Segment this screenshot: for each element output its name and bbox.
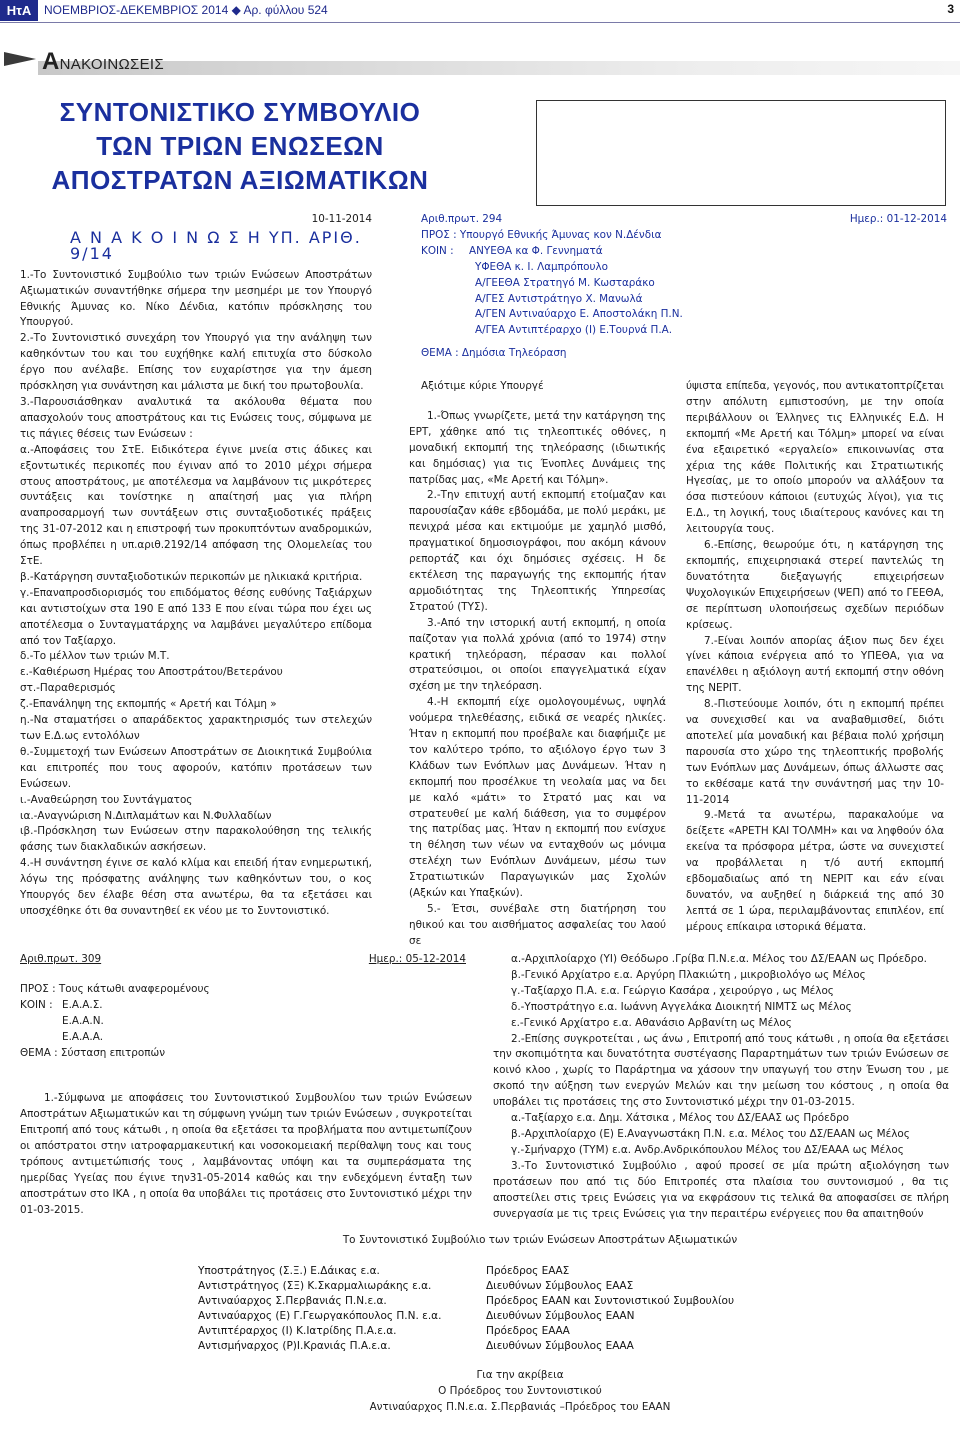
section-banner: [0, 44, 960, 77]
footer-line: Για την ακρίβεια: [476, 1369, 564, 1381]
committee-member: γ.-Ταξίαρχο Π.Α. ε.α. Γεώργιο Κασάρα , χειρούργο , ως Μέλος: [511, 984, 834, 997]
signature-row: Αντισμήναρχος (Ρ)Ι.Κρανιάς Π.Α.ε.α. Διευθύνων Σύμβουλος ΕΑΑΑ: [198, 1340, 634, 1352]
letter-ref: Αριθ.πρωτ. 309: [20, 953, 102, 965]
headline-line-1: ΣΥΝΤΟΝΙΣΤΙΚΟ ΣΥΜΒΟΥΛΙΟ: [59, 97, 421, 127]
paragraph: ι.-Αναθεώρηση του Συντάγματος: [20, 793, 193, 806]
committee-member: β.-Γενικό Αρχίατρο ε.α. Αργύρη Πλακιώτη , μικροβιολόγο ως Μέλος: [511, 968, 866, 981]
paragraph: 4.-Η εκπομπή είχε ομολογουμένως, υψηλά νούμερα τηλεθέασης, ειδικά σε νεαρές ηλικίες. Ήταν η εκπομπή που προέβαλε και διαφήμιζε με τον καλύτερο τρόπο, το αξιόλογο έργο των 3 Κλάδων των Ενόπλων μας Δυνάμεων. Ήταν η εκπομπή που προσέλκυε τη νεολαία μας να δει με καλό «μάτι» το Στρατό μας και να στρατευθεί με καλή διάθεση, για το συμφέρον της πατρίδας μας. Ήταν η εκπομπή που ενίσχυε τη θέληση των νέων να ενταχθούν ως μόνιμα στελέχη των Ενόπλων Δυνάμεων, μέσω των Στρατιωτικών Παραγωγικών μας Σχολών (Αξκών και Υπαξκών).: [409, 696, 666, 900]
paragraph: 1.-Σύμφωνα με αποφάσεις του Συντονιστικού Συμβουλίου των τριών Ενώσεων Αποστράτων Αξιωματικών και τη σύμφωνη γνώμη των τριών Ενώσεων , συγκροτείται Επιτροπή από τους κάτωθι , η οποία θα εξετάσει τα προβλήματα που αντιμετωπίζουν οι απόστρατοι στην ιατροφαρμακευτική και νοσοκομειακή περίθαλψη τους και τους τρόπους αντιμετώπισής τους , λαμβάνοντας υπόψη και τα συμπεράσματα της ημερίδας Υγείας που έγινε την31-05-2014 καθώς και την ενδεχόμενη ένταξη των αποστράτων στο ΙΚΑ , η οποία θα υποβάλει τις προτάσεις στο Συντονιστικό μέχρι την 01-03-2015.: [20, 1092, 472, 1216]
footer-signature: [0, 1368, 960, 1416]
signature-row: Αντιναύαρχος Σ.Περβανιάς Π.Ν.ε.α. Πρόεδρος ΕΑΑΝ και Συντονιστικού Συμβουλίου: [198, 1295, 735, 1307]
paragraph: στ.-Παραθερισμός: [20, 682, 116, 695]
announcement-9-14: [20, 212, 372, 920]
paragraph: 2.-Την επιτυχή αυτή εκπομπή ετοίμαζαν και παρουσίαζαν κάθε εβδομάδα, με πολύ μεράκι, με πενιχρά μέσα και εκτιμούμε με χαμηλό μισθό, πραγματικοί δημοσιογράφοι, που ακόμη κάνουν ρεπορτάζ και όχι δημόσιες σχέσεις. Η δε εκτέλεση της παραγωγής της εκπομπής ήταν αρμοδιότητας της Τηλεοπτικής Υπηρεσίας Στρατού (ΤΥΣ).: [409, 489, 666, 613]
newspaper-logo: ΗτΑ: [0, 0, 38, 21]
cc-label: ΚΟΙΝ :: [20, 998, 53, 1011]
committee-member: α.-Αρχιπλοίαρχο (ΥΙ) Θεόδωρο .Γρίβα Π.Ν.ε.α. Μέλος του ΔΣ/ΕΑΑΝ ως Πρόεδρο.: [511, 953, 927, 965]
issue-info: ΝΟΕΜΒΡΙΟΣ-ΔΕΚΕΜΒΡΙΟΣ 2014 ◆ Αρ. φύλλου 524: [44, 3, 328, 17]
letter-294-column-1: [409, 379, 666, 950]
footer-line: Ο Πρόεδρος του Συντονιστικού: [438, 1384, 602, 1397]
announcement-number: Α Ν Α Κ Ο Ι Ν Ω Σ Η ΥΠ. ΑΡΙΘ. 9/14: [70, 227, 362, 263]
cc-recipient: Ε.Α.Α.Α.: [62, 1030, 104, 1043]
paragraph: 1.-Το Συντονιστικό Συμβούλιο των τριών Ενώσεων Αποστράτων Αξιωματικών συναντήθηκε σήμερα την μεσημέρι με τον Υπουργό Εθνικής Άμυνας κο. Νίκο Δένδια, κατόπιν πρόσκλησης του Υπουργού.: [20, 268, 372, 329]
paragraph: 9.-Μετά τα ανωτέρω, παρακαλούμε να δείξετε «ΑΡΕΤΗ ΚΑΙ ΤΟΛΜΗ» και να ληφθούν όλα εκείνα τα πρόσφορα μέτρα, ώστε να συνεχιστεί να προβάλλεται η τ/ό αυτή εκπομπή εβδομαδιαίως από τη ΝΕΡΙΤ και εάν είναι δυνατόν, να αυξηθεί η διάρκειά της από 30 λεπτά σε 1 ώρα, περιλαμβάνοντας επιπλέον, επί μέρους επίκαιρα ιστορικά θέματα.: [686, 809, 944, 933]
section-bar: [38, 61, 960, 75]
paragraph: 7.-Είναι λοιπόν απορίας άξιον πως δεν έχει γίνει κάποια ενέργεια από το ΥΠΕΘΑ, για να επανέλθει η αξιόλογη αυτή εκπομπή στην οθόνη της ΝΕΡΙΤ.: [686, 634, 944, 695]
signature-row: Αντιστράτηγος (ΣΞ) Κ.Σκαρμαλιωράκης ε.α. Διευθύνων Σύμβουλος ΕΑΑΣ: [198, 1280, 634, 1292]
paragraph: 8.-Πιστεύουμε λοιπόν, ότι η εκπομπή πρέπει να συνεχισθεί και να αναβαθμισθεί, διότι αποτελεί μία μοναδική και βέβαια πολύ χρήσιμη παρουσία στο χώρο της τηλεοπτικής προβολής των Ενόπλων μας Δυνάμεων, όπως άλλωστε σας το εκθέσαμε κατά την συνάντησή μας την 10-11-2014: [686, 698, 944, 806]
salutation: Αξιότιμε κύριε Υπουργέ: [421, 380, 544, 392]
letter-to: ΠΡΟΣ : Υπουργό Εθνικής Άμυνας κον Ν.Δένδια: [421, 228, 662, 241]
headline-line-3: ΑΠΟΣΤΡΑΤΩΝ ΑΞΙΩΜΑΤΙΚΩΝ: [51, 165, 429, 195]
letter-subject: ΘΕΜΑ : Σύσταση επιτροπών: [20, 1046, 166, 1059]
letter-ref: Αριθ.πρωτ. 294: [421, 213, 503, 225]
page-number: 3: [947, 2, 954, 16]
paragraph: γ.-Επαναπροσδιορισμός του επιδόματος θέσης ευθύνης Ταξιάρχων και αντιστοίχων στα 190 Ε από 133 Ε που είναι τώρα που έχει ως αποτέλεσμα ο Συνταγματάρχης να λαμβάνει μεγαλύτερο επίδομα από τον Ταξίαρχο.: [20, 586, 372, 647]
paragraph: 6.-Επίσης, θεωρούμε ότι, η κατάργηση της εκπομπής, επιχειρησιακά στερεί παντελώς τη δυνατότητα διεξαγωγής επιχειρήσεων Ψυχολογικών Επιχειρήσεων (ΨΕΠ) από το ΓΕΕΘΑ, σε περίπτωση υλοποιήσεως σχεδίων περιόδων κρίσεως.: [686, 539, 944, 631]
letter-309: [20, 952, 472, 1219]
cc-recipient: Ε.Α.Α.Ν.: [62, 1014, 104, 1027]
letter-date: Ημερ.: 05-12-2014: [368, 953, 466, 965]
headline: [20, 95, 460, 197]
paragraph: 3.-Από την ιστορική αυτή εκπομπή, η οποία παίζοταν για πολλά χρόνια (από το 1974) στην κρατική τηλεόραση, πέρασαν και πολλοί στρατεύσιμοι, οι οποίοι επαγγελματικά είχαν σχέση με την τηλεόραση.: [409, 616, 666, 693]
footer-line: Αντιναύαρχος Π.Ν.ε.α. Σ.Περβανιάς –Πρόεδρος του ΕΑΑΝ: [369, 1400, 671, 1413]
paragraph: 3.-Το Συντονιστικό Συμβούλιο , αφού προσεί σε μία πρώτη αξιολόγηση των προτάσεων που από τις δύο Επιτροπές στα πλαίσια του συντονισμού , θα τις αποστείλει στις τρεις Ενώσεις για να εκφράσουν τις τελικά θα αποφασίσει σε πλήρη συνεργασία με τις τρεις Ενώσεις για την περαιτέρω ενέργειες που θα απαιτηθούν: [493, 1159, 949, 1220]
paragraph: 5.- Έτσι, συνέβαλε στη διατήρηση του ηθικού και του αισθήματος ασφαλείας του λαού σε: [409, 903, 666, 947]
paragraph: δ.-Το μέλλον των τριών Μ.Τ.: [20, 650, 170, 663]
signature-table: [198, 1264, 798, 1354]
committee-member: γ.-Σμήναρχο (ΤΥΜ) ε.α. Ανδρ.Ανδρικόπουλου Μέλος του ΔΣ/ΕΑΑΑ ως Μέλος: [511, 1143, 904, 1156]
headline-line-2: ΤΩΝ ΤΡΙΩΝ ΕΝΩΣΕΩΝ: [96, 131, 384, 161]
letter-subject: ΘΕΜΑ : Δημόσια Τηλεόραση: [421, 347, 567, 360]
cc-recipient: Α/ΓΕΕΘΑ Στρατηγό Μ. Κωσταράκο: [475, 276, 655, 289]
committee-member: ε.-Γενικό Αρχίατρο ε.α. Αθανάσιο Αρβανίτη ως Μέλος: [511, 1016, 792, 1029]
announcement-date: 10-11-2014: [311, 213, 372, 225]
cc-recipient: ΑΝΥΕΘΑ κα Φ. Γεννηματά: [469, 244, 603, 257]
cc-recipient: Α/ΓΕΣ Αντιστράτηγο Χ. Μανωλά: [475, 292, 643, 305]
cc-recipient: ΥΦΕΘΑ κ. Ι. Λαμπρόπουλο: [475, 260, 608, 273]
empty-frame: [536, 100, 946, 206]
paragraph: ζ.-Επανάληψη της εκπομπής « Αρετή και Τόλμη »: [20, 698, 277, 711]
paragraph: β.-Κατάργηση συνταξιοδοτικών περικοπών με ηλικιακά κριτήρια.: [20, 570, 363, 583]
paragraph: η.-Να σταματήσει ο απαράδεκτος χαρακτηρισμός των στελεχών των Ε.Δ.ως εντολόλων: [20, 714, 372, 742]
signature-row: Αντιπτέραρχος (Ι) Κ.Ιατρίδης Π.Α.ε.α. Πρόεδρος ΕΑΑΑ: [198, 1325, 570, 1337]
section-title: ΑΝΑΚΟΙΝΩΣΕΙΣ: [42, 48, 164, 75]
cc-recipient: Α/ΓΕΝ Αντιναύαρχο Ε. Αποστολάκη Π.Ν.: [475, 308, 683, 321]
signature-row: Υποστράτηγος (Σ.Ξ.) Ε.Δάικας ε.α. Πρόεδρος ΕΑΑΣ: [198, 1265, 570, 1277]
closing-line: Το Συντονιστικό Συμβούλιο των τριών Ενώσεων Αποστράτων Αξιωματικών: [342, 1234, 738, 1246]
cc-recipient: Α/ΓΕΑ Αντιπτέραρχο (Ι) Ε.Τουρνά Π.Α.: [475, 324, 673, 337]
committee-member: β.-Αρχιπλοίαρχο (Ε) Ε.Αναγνωστάκη Π.Ν. ε.α. Μέλος του ΔΣ/ΕΑΑΝ ως Μέλος: [511, 1127, 910, 1140]
signature-row: Αντιναύαρχος (Ε) Γ.Γεωργακόπουλος Π.Ν. ε.α. Διευθύνων Σύμβουλος ΕΑΑΝ: [198, 1310, 635, 1322]
paragraph: θ.-Συμμετοχή των Ενώσεων Αποστράτων σε Διοικητικά Συμβούλια και επιτροπές που τους αφορούν, κατόπιν προτάσεων των Ενώσεων.: [20, 745, 372, 790]
paragraph: α.-Αποφάσεις του ΣτΕ. Ειδικότερα έγινε μνεία στις άδικες και εξοντωτικές περικοπές που έγιναν από το 2010 μέχρι σήμερα στους αποστράτους, με αποτέλεσμα να λαμβάνουν τις μικρότερες συντάξεις και τονίστηκε η απαίτησή μας για πλήρη αναπροσαρμογή των συντάξεων στις συνταξιοδοτικές πράξεις της 31-07-2012 και η επιστροφή των προκυπτόντων αναδρομικών, όπως προβλέπει η υπ.αριθ.2192/14 απόφαση της Ολομελείας του ΣτΕ.: [20, 443, 372, 568]
committee-member: δ.-Υποστράτηγο ε.α. Ιωάννη Αγγελάκα Διοικητή ΝΙΜΤΣ ως Μέλος: [511, 1000, 852, 1013]
paragraph: ια.-Αναγνώριση Ν.Διπλαμάτων και Ν.Φυλλαδίων: [20, 809, 272, 822]
cc-label: ΚΟΙΝ :: [421, 244, 454, 257]
letter-date: Ημερ.: 01-12-2014: [849, 213, 947, 225]
paragraph: 4.-Η συνάντηση έγινε σε καλό κλίμα και επειδή ήταν ενημερωτική, λόγω της πρόσφατης ανάληψης των καθηκόντων του, ο κος Υπουργός δεν έλαβε θέση στα ανωτέρω, θα τα εξετάσει και υποσχέθηκε ότι θα συναντηθεί εκ νέου με το Συντονιστικό.: [20, 857, 372, 917]
paragraph: ιβ.-Πρόσκληση των Ενώσεων στην παρακολούθηση της τελικής φάσης των διακλαδικών ασκήσεων.: [20, 825, 372, 854]
letter-294-column-2: [686, 379, 944, 936]
paragraph: ύψιστα επίπεδα, γεγονός, που αντικατοπτρίζεται στην απόλυτη εμπιστοσύνη, με την οποία περιβάλλουν οι Έλληνες τις Ελληνικές Ε.Δ. Η εκπομπή «Με Αρετή και Τόλμη» μπορεί να είναι ένα εξαιρετικό «εργαλείο» επικοινωνίας στα χέρια της κάθε Πολιτικής και Στρατιωτικής Ηγεσίας, με το οποίο μπορούν να αλλάξουν τα όσα πιστεύουν κάποιοι (ευτυχώς λίγοι), για τις Ε.Δ., τη λογική, τους ιδιαίτερους κανόνες και τη λειτουργία τους.: [686, 380, 944, 536]
paragraph: 2.-Το Συντονιστικό συνεχάρη τον Υπουργό για την ανάληψη των καθηκόντων του και του ευχήθηκε καλή επιτυχία στο δύσκολο έργο που ανέλαβε. Επίσης τον ευχαρίστησε για την άμεση πρόσκληση για συνάντηση και μάλιστα με δική του πρωτοβουλία.: [20, 332, 372, 393]
committee-member: α.-Ταξίαρχο ε.α. Δημ. Χάτσικα , Μέλος του ΔΣ/ΕΑΑΣ ως Πρόεδρο: [511, 1112, 850, 1125]
paragraph: ε.-Καθιέρωση Ημέρας του Αποστράτου/Βετεράνου: [20, 666, 283, 679]
letter-294-header: [421, 212, 947, 362]
letter-to: ΠΡΟΣ : Τους κάτωθι αναφερομένους: [20, 982, 210, 995]
paragraph: 3.-Παρουσιάσθηκαν αναλυτικά τα ακόλουθα θέματα που απασχολούν τους αποστράτους και τις Ενώσεις τους, σύμφωνα με τις πάγιες θέσεις των Ενώσεων :: [20, 395, 372, 440]
paragraph: 2.-Επίσης συγκροτείται , ως άνω , Επιτροπή από τους κάτωθι , η οποία θα εξετάσει την σκοπιμότητα και δυνατότητα συστέγασης Παραρτημάτων των τριών Ενώσεων σε κοινό κλοο , χωρίς το Παράρτημα να χάσουν την υπαγωγή του στην Ένωση του , με σκοπό την αύξηση των ενεργών Μελών και την μείωση του κόστους , η οποία θα υποβάλει τις προτάσεις της στο Συντονιστικό μέχρι την 01-03-2015.: [493, 1032, 949, 1109]
letter-309-continued: [493, 952, 949, 1222]
section-arrow-icon: [4, 52, 36, 66]
paragraph: 1.-Όπως γνωρίζετε, μετά την κατάργηση της ΕΡΤ, χάθηκε από τις τηλεοπτικές οθόνες, η μοναδική εκπομπή της τηλεόρασης (ιδιωτικής και δημόσιας) για τις Ένοπλες Δυνάμεις της πατρίδας μας, «Με Αρετή και Τόλμη».: [409, 409, 666, 486]
cc-recipient: Ε.Α.Α.Σ.: [62, 998, 103, 1011]
